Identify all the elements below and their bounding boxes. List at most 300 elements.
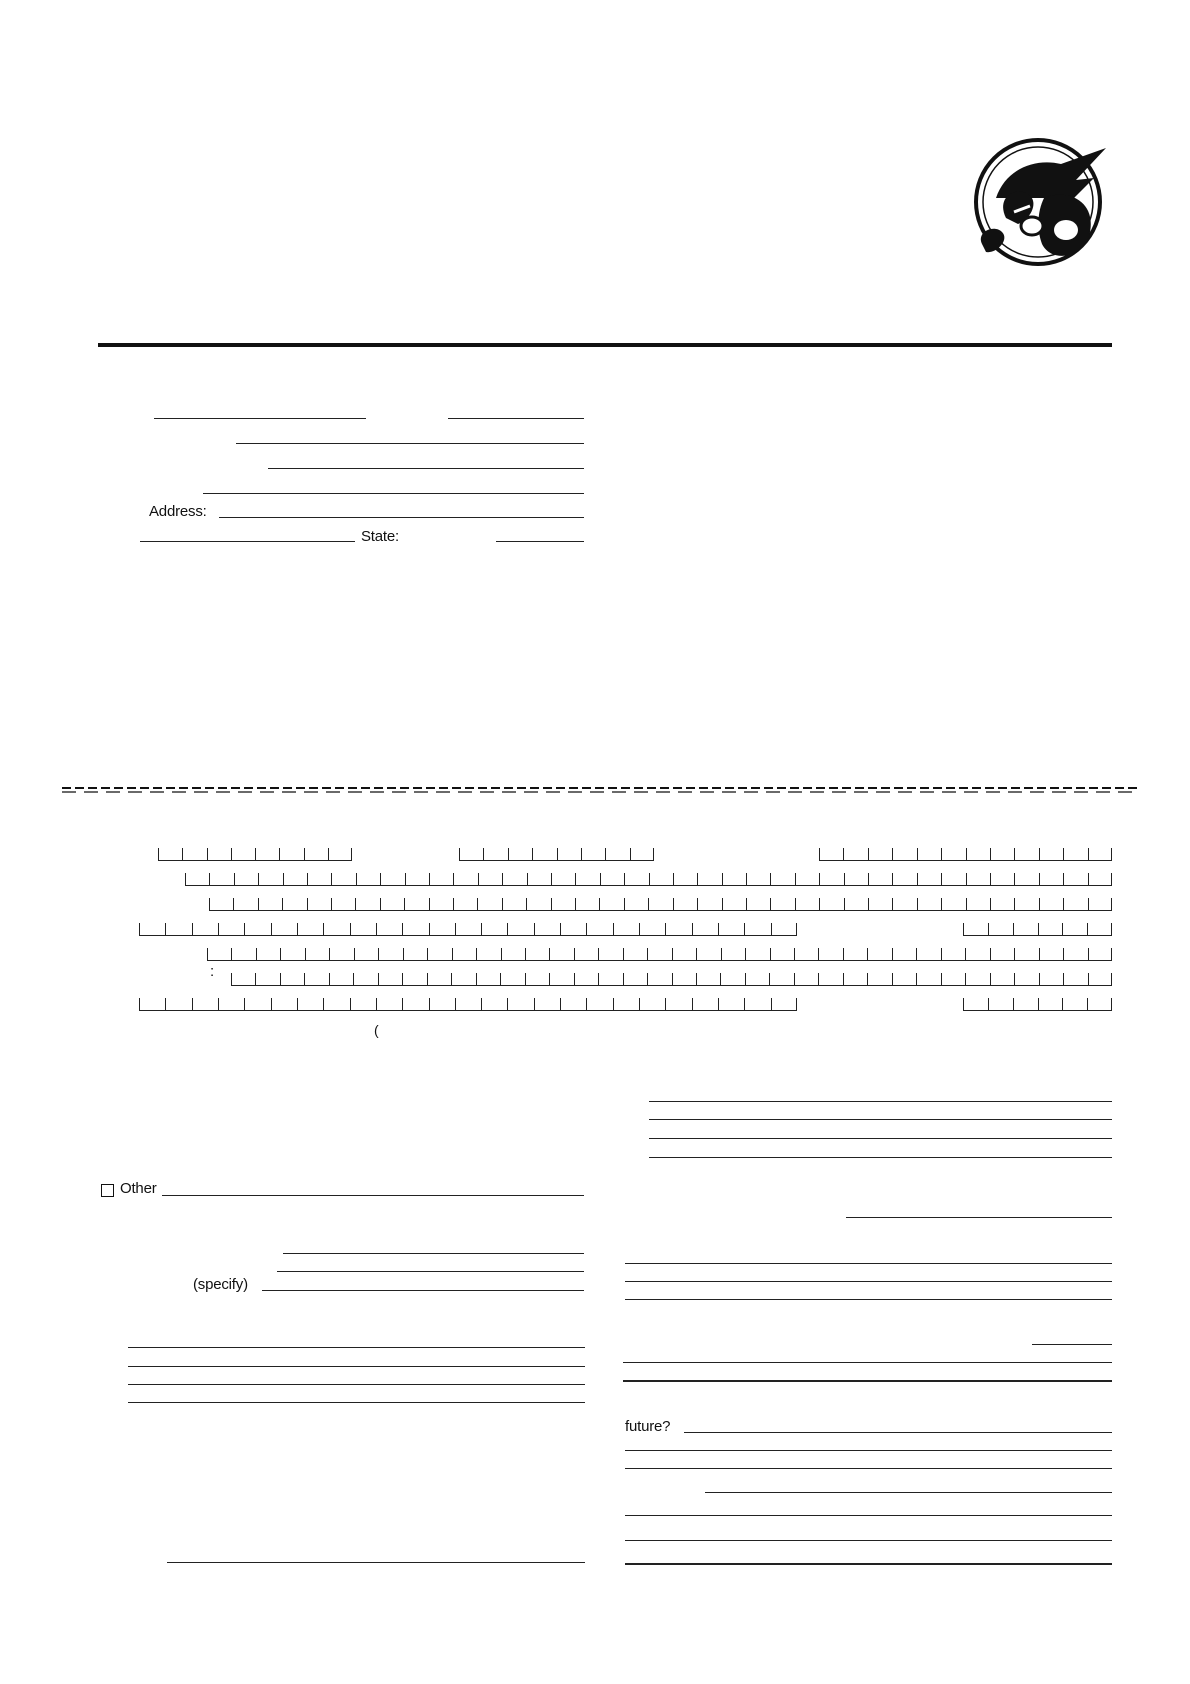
cell-divider [623, 973, 624, 985]
cell-divider [672, 948, 673, 960]
cell-divider [158, 848, 159, 860]
cell-divider [244, 923, 245, 935]
cell-divider [455, 998, 456, 1010]
cell-divider [639, 998, 640, 1010]
cell-divider [692, 998, 693, 1010]
cell-divider [796, 923, 797, 935]
cell-divider [1063, 973, 1064, 985]
cell-row-1a[interactable] [158, 846, 352, 861]
right-line-d[interactable] [649, 1157, 1112, 1158]
cell-divider [282, 898, 283, 910]
cell-divider [673, 873, 674, 885]
cell-divider [378, 948, 379, 960]
cell-divider [305, 948, 306, 960]
cell-divider [941, 973, 942, 985]
cell-divider [718, 923, 719, 935]
header-divider [98, 343, 1112, 347]
city-field[interactable] [140, 541, 355, 542]
cell-divider [380, 873, 381, 885]
cell-divider [819, 873, 820, 885]
cell-divider [231, 848, 232, 860]
cell-row-4a[interactable] [139, 921, 797, 936]
cell-divider [771, 923, 772, 935]
cell-divider [209, 898, 210, 910]
cell-divider [1014, 948, 1015, 960]
cell-divider [575, 873, 576, 885]
cell-row-1c[interactable] [819, 846, 1112, 861]
cell-divider [525, 973, 526, 985]
cell-divider [549, 973, 550, 985]
cell-divider [963, 923, 964, 935]
cell-divider [868, 873, 869, 885]
address-field[interactable] [219, 517, 584, 518]
cell-divider [451, 973, 452, 985]
cell-divider [843, 848, 844, 860]
right-line-a[interactable] [649, 1101, 1112, 1102]
cell-row-2[interactable] [185, 871, 1112, 886]
left-line-f[interactable] [128, 1402, 585, 1403]
cell-divider [218, 923, 219, 935]
cell-divider [941, 873, 942, 885]
cell-divider [209, 873, 210, 885]
cell-divider [501, 948, 502, 960]
cell-row-1b[interactable] [459, 846, 654, 861]
cell-divider [746, 873, 747, 885]
cell-divider [355, 898, 356, 910]
cell-divider [843, 973, 844, 985]
cell-divider [508, 848, 509, 860]
cell-divider [818, 973, 819, 985]
cell-divider [1014, 873, 1015, 885]
cell-divider [988, 998, 989, 1010]
cartoon-mascot-logo [966, 128, 1114, 274]
cell-divider [378, 973, 379, 985]
right-line-f[interactable] [625, 1263, 1112, 1264]
cell-divider [1013, 998, 1014, 1010]
other-field[interactable] [162, 1195, 584, 1196]
cell-divider [192, 998, 193, 1010]
cell-divider [697, 873, 698, 885]
cell-divider [867, 973, 868, 985]
cell-divider [819, 898, 820, 910]
cell-divider [231, 973, 232, 985]
cell-divider [917, 848, 918, 860]
cell-divider [746, 898, 747, 910]
cell-divider [476, 973, 477, 985]
cell-divider [323, 923, 324, 935]
right-line-c[interactable] [649, 1138, 1112, 1139]
cell-divider [648, 898, 649, 910]
field-line-1b[interactable] [448, 418, 584, 419]
cell-divider [328, 848, 329, 860]
cell-divider [402, 973, 403, 985]
cell-divider [502, 873, 503, 885]
cell-divider [1111, 923, 1112, 935]
cell-divider [271, 923, 272, 935]
cell-divider [639, 923, 640, 935]
cell-divider [844, 898, 845, 910]
cell-divider [1111, 998, 1112, 1010]
right-line-k[interactable] [623, 1380, 1112, 1382]
cell-divider [892, 848, 893, 860]
cell-divider [624, 898, 625, 910]
cell-divider [819, 848, 820, 860]
cell-divider [1111, 948, 1112, 960]
cell-divider [297, 998, 298, 1010]
cell-divider [744, 998, 745, 1010]
cell-divider [549, 948, 550, 960]
cell-divider [331, 873, 332, 885]
cell-divider [917, 873, 918, 885]
cell-divider [182, 848, 183, 860]
cell-divider [966, 898, 967, 910]
cell-divider [769, 973, 770, 985]
other-label: Other [120, 1180, 157, 1197]
cell-divider [255, 848, 256, 860]
cell-divider [1039, 973, 1040, 985]
cell-divider [990, 973, 991, 985]
cell-divider [624, 873, 625, 885]
cell-divider [429, 873, 430, 885]
cell-divider [1111, 873, 1112, 885]
cell-divider [354, 948, 355, 960]
cell-divider [1111, 973, 1112, 985]
cell-divider [1088, 873, 1089, 885]
cell-divider [649, 873, 650, 885]
cell-divider [380, 898, 381, 910]
colon-label: : [210, 963, 214, 980]
cell-row-4b[interactable] [963, 921, 1112, 936]
cell-divider [966, 848, 967, 860]
field-line-3[interactable] [268, 468, 584, 469]
cell-divider [481, 998, 482, 1010]
cell-divider [843, 948, 844, 960]
cell-divider [796, 998, 797, 1010]
cell-divider [453, 898, 454, 910]
cell-divider [1062, 998, 1063, 1010]
cell-divider [665, 998, 666, 1010]
cell-row-7b[interactable] [963, 996, 1112, 1011]
cell-divider [1088, 948, 1089, 960]
cell-divider [1063, 898, 1064, 910]
address-label: Address: [149, 503, 207, 520]
right-line-b[interactable] [649, 1119, 1112, 1120]
cut-line-dashed [62, 786, 1137, 794]
cell-divider [1063, 848, 1064, 860]
cell-row-3[interactable] [209, 896, 1112, 911]
cell-divider [256, 948, 257, 960]
cell-divider [721, 948, 722, 960]
cell-divider [402, 923, 403, 935]
cell-divider [429, 898, 430, 910]
cell-divider [329, 948, 330, 960]
cell-divider [258, 873, 259, 885]
cell-divider [600, 873, 601, 885]
cell-divider [647, 973, 648, 985]
cell-divider [557, 848, 558, 860]
right-line-g[interactable] [625, 1281, 1112, 1282]
left-line-e[interactable] [128, 1384, 585, 1385]
cell-divider [941, 898, 942, 910]
cell-divider [534, 998, 535, 1010]
cell-divider [770, 873, 771, 885]
cell-divider [331, 898, 332, 910]
cell-divider [534, 923, 535, 935]
cell-divider [258, 898, 259, 910]
cell-divider [307, 898, 308, 910]
cell-row-7a[interactable] [139, 996, 797, 1011]
cell-divider [990, 873, 991, 885]
cell-divider [613, 923, 614, 935]
zip-field[interactable] [496, 541, 584, 542]
left-line-g[interactable] [167, 1562, 585, 1563]
cell-divider [477, 898, 478, 910]
cell-divider [1014, 973, 1015, 985]
cell-divider [917, 898, 918, 910]
cell-divider [1063, 948, 1064, 960]
cell-divider [234, 873, 235, 885]
cell-divider [586, 998, 587, 1010]
cell-divider [192, 923, 193, 935]
cell-divider [795, 898, 796, 910]
cell-divider [605, 848, 606, 860]
cell-divider [350, 998, 351, 1010]
cell-divider [218, 998, 219, 1010]
field-line-4[interactable] [203, 493, 584, 494]
cell-divider [720, 973, 721, 985]
cell-divider [481, 923, 482, 935]
cell-divider [1014, 898, 1015, 910]
cell-divider [672, 973, 673, 985]
cell-divider [574, 973, 575, 985]
cell-divider [794, 973, 795, 985]
cell-divider [988, 923, 989, 935]
open-paren-mark: ( [374, 1022, 379, 1038]
cell-divider [280, 973, 281, 985]
cell-divider [427, 948, 428, 960]
cell-divider [483, 848, 484, 860]
future-field[interactable] [684, 1432, 1112, 1433]
cell-divider [598, 973, 599, 985]
cell-divider [745, 973, 746, 985]
cell-divider [453, 873, 454, 885]
cell-divider [560, 923, 561, 935]
cell-divider [665, 923, 666, 935]
cell-row-5[interactable] [207, 946, 1112, 961]
cell-divider [673, 898, 674, 910]
cell-divider [575, 898, 576, 910]
cell-divider [500, 973, 501, 985]
left-line-a[interactable] [283, 1253, 584, 1254]
cell-divider [476, 948, 477, 960]
cell-divider [329, 973, 330, 985]
cell-divider [598, 948, 599, 960]
field-line-2[interactable] [236, 443, 584, 444]
right-line-p[interactable] [625, 1540, 1112, 1541]
cell-divider [1088, 848, 1089, 860]
cell-divider [844, 873, 845, 885]
specify-label: (specify) [193, 1276, 248, 1293]
cell-divider [351, 848, 352, 860]
cell-divider [1013, 923, 1014, 935]
cell-divider [771, 998, 772, 1010]
right-line-i[interactable] [1032, 1344, 1112, 1345]
cell-divider [507, 923, 508, 935]
cell-divider [647, 948, 648, 960]
cell-divider [478, 873, 479, 885]
cell-divider [653, 848, 654, 860]
field-line-1a[interactable] [154, 418, 366, 419]
cell-divider [965, 948, 966, 960]
cell-divider [1014, 848, 1015, 860]
right-line-q[interactable] [625, 1563, 1112, 1565]
cell-divider [165, 923, 166, 935]
cell-divider [916, 948, 917, 960]
cell-divider [551, 898, 552, 910]
cell-divider [1039, 898, 1040, 910]
cell-divider [307, 873, 308, 885]
cell-divider [722, 873, 723, 885]
cell-divider [1111, 848, 1112, 860]
cell-divider [599, 898, 600, 910]
cell-divider [1039, 848, 1040, 860]
cell-divider [990, 848, 991, 860]
cell-divider [965, 973, 966, 985]
cell-divider [613, 998, 614, 1010]
cell-divider [207, 948, 208, 960]
cell-divider [718, 998, 719, 1010]
cell-divider [376, 923, 377, 935]
cell-divider [527, 873, 528, 885]
left-line-d[interactable] [128, 1366, 585, 1367]
cell-divider [405, 873, 406, 885]
left-line-c[interactable] [128, 1347, 585, 1348]
cell-divider [283, 873, 284, 885]
right-line-l[interactable] [625, 1450, 1112, 1451]
cell-divider [185, 873, 186, 885]
cell-divider [304, 848, 305, 860]
cell-divider [892, 898, 893, 910]
cell-divider [525, 948, 526, 960]
cell-divider [1088, 973, 1089, 985]
cell-divider [459, 848, 460, 860]
right-line-e[interactable] [846, 1217, 1112, 1218]
cell-divider [551, 873, 552, 885]
cell-divider [353, 973, 354, 985]
right-line-j[interactable] [623, 1362, 1112, 1363]
future-label: future? [625, 1418, 671, 1435]
cell-divider [892, 973, 893, 985]
right-line-m[interactable] [625, 1468, 1112, 1469]
cell-divider [532, 848, 533, 860]
cell-divider [574, 948, 575, 960]
cell-divider [697, 898, 698, 910]
cell-divider [403, 948, 404, 960]
cell-divider [350, 923, 351, 935]
right-line-n[interactable] [705, 1492, 1112, 1493]
cell-divider [623, 948, 624, 960]
cell-divider [1039, 948, 1040, 960]
cell-row-6[interactable] [231, 971, 1112, 986]
cell-divider [1038, 998, 1039, 1010]
cell-divider [770, 948, 771, 960]
cell-divider [244, 998, 245, 1010]
cell-divider [630, 848, 631, 860]
cell-divider [868, 898, 869, 910]
cell-divider [892, 873, 893, 885]
cell-divider [526, 898, 527, 910]
cell-divider [867, 948, 868, 960]
cell-divider [427, 973, 428, 985]
cell-divider [231, 948, 232, 960]
cell-divider [892, 948, 893, 960]
cell-divider [233, 898, 234, 910]
cell-divider [304, 973, 305, 985]
specify-field[interactable] [262, 1290, 584, 1291]
cell-divider [255, 973, 256, 985]
cell-divider [207, 848, 208, 860]
cell-divider [297, 923, 298, 935]
cell-divider [429, 998, 430, 1010]
cell-divider [744, 923, 745, 935]
cell-divider [139, 998, 140, 1010]
cell-divider [429, 923, 430, 935]
cell-divider [916, 973, 917, 985]
cell-divider [452, 948, 453, 960]
cell-divider [696, 948, 697, 960]
cell-divider [280, 948, 281, 960]
cell-divider [507, 998, 508, 1010]
cell-divider [502, 898, 503, 910]
cell-divider [770, 898, 771, 910]
cell-divider [586, 923, 587, 935]
cell-divider [794, 948, 795, 960]
other-checkbox[interactable] [101, 1184, 114, 1197]
cell-divider [402, 998, 403, 1010]
state-label: State: [361, 528, 399, 545]
cell-divider [1039, 873, 1040, 885]
cell-divider [722, 898, 723, 910]
cell-divider [404, 898, 405, 910]
cell-divider [868, 848, 869, 860]
cell-divider [941, 848, 942, 860]
cell-divider [1062, 923, 1063, 935]
cell-divider [581, 848, 582, 860]
cell-divider [560, 998, 561, 1010]
cell-divider [1088, 898, 1089, 910]
cell-divider [1087, 923, 1088, 935]
cell-divider [1087, 998, 1088, 1010]
cell-divider [376, 998, 377, 1010]
cell-divider [795, 873, 796, 885]
cell-divider [941, 948, 942, 960]
cell-divider [139, 923, 140, 935]
cell-divider [165, 998, 166, 1010]
cell-divider [745, 948, 746, 960]
left-line-b[interactable] [277, 1271, 584, 1272]
right-line-h[interactable] [625, 1299, 1112, 1300]
cell-divider [1111, 898, 1112, 910]
cell-divider [963, 998, 964, 1010]
cell-divider [356, 873, 357, 885]
cell-divider [271, 998, 272, 1010]
right-line-o[interactable] [625, 1515, 1112, 1516]
cell-divider [818, 948, 819, 960]
cell-divider [1038, 923, 1039, 935]
cell-divider [696, 973, 697, 985]
cell-divider [1063, 873, 1064, 885]
cell-divider [692, 923, 693, 935]
